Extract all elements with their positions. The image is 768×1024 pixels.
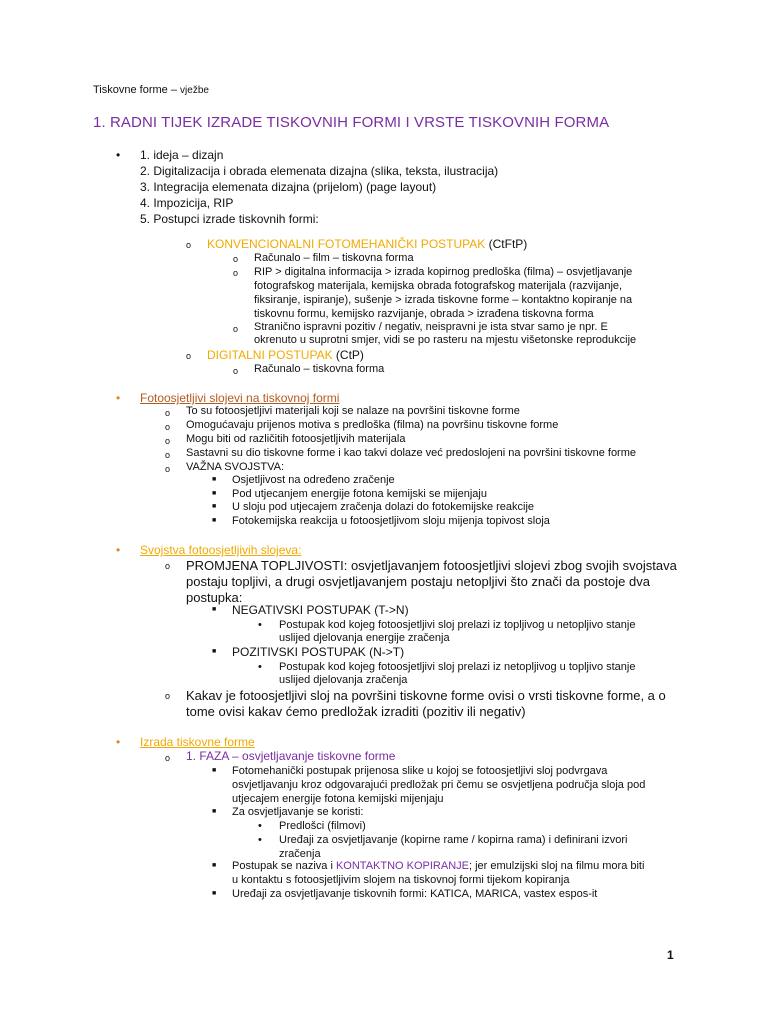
circle-bullet: o	[186, 240, 192, 250]
phase-item	[232, 860, 644, 872]
section2-item: Omogućavaju prijenos motiva s predloška (filma) na površinu tiskovne forme	[186, 419, 559, 431]
conventional-title: KONVENCIONALNI FOTOMEHANIČKI POSTUPAK	[207, 237, 486, 251]
negative-process-desc-cont: uslijed djelovanja energije zračenja	[279, 632, 450, 644]
square-bullet: ■	[212, 517, 217, 524]
square-bullet: ■	[212, 862, 217, 869]
document-header	[93, 84, 209, 96]
layer-dependency-para: Kakav je fotoosjetljivi sloj na površini tiskovne forme ovisi o vrsti tiskovne forme, a o	[186, 688, 666, 703]
property-item: Osjetljivost na određeno zračenje	[232, 474, 395, 486]
square-bullet: ■	[212, 503, 217, 510]
bullet-dot: •	[116, 735, 121, 749]
square-bullet: ■	[212, 648, 217, 655]
bullet-dot: •	[116, 148, 121, 162]
negative-process-desc: Postupak kod kojeg fotoosjetljivi sloj prelazi iz topljivog u netopljivo stanje	[279, 619, 636, 631]
step-5: 5. Postupci izrade tiskovnih formi:	[140, 212, 319, 226]
conventional-item: Računalo – film – tiskovna forma	[254, 252, 414, 264]
circle-bullet: o	[165, 561, 171, 571]
bullet-dot: •	[258, 834, 262, 846]
header-subtitle: vježbe	[180, 85, 209, 96]
contact-copying-term: KONTAKTNO KOPIRANJE	[335, 860, 469, 872]
circle-bullet: o	[186, 351, 192, 361]
section2-item: VAŽNA SVOJSTVA:	[186, 461, 285, 473]
square-bullet: ■	[212, 476, 217, 483]
circle-bullet: o	[233, 268, 239, 278]
circle-bullet: o	[233, 254, 239, 264]
square-bullet: ■	[212, 490, 217, 497]
digital-heading	[207, 348, 364, 362]
negative-process-title: NEGATIVSKI POSTUPAK (T->N)	[232, 603, 409, 617]
positive-process-desc-cont: uslijed djelovanja zračenja	[279, 674, 408, 686]
bullet-dot: •	[116, 391, 121, 405]
property-item: Pod utjecanjem energije fotona kemijski se mijenjaju	[232, 488, 487, 500]
bullet-dot: •	[116, 543, 121, 557]
section2-item: Mogu biti od različitih fotoosjetljivih materijala	[186, 433, 406, 445]
solubility-para-cont: postupka:	[186, 590, 243, 605]
phase-item-part: Postupak se naziva i	[232, 860, 336, 872]
step-3: 3. Integracija elemenata dizajna (prijelom) (page layout)	[140, 180, 437, 194]
positive-process-desc: Postupak kod kojeg fotoosjetljivi sloj prelazi iz netopljivog u topljivo stanje	[279, 661, 636, 673]
phase-subitem: Predlošci (filmovi)	[279, 820, 366, 832]
circle-bullet: o	[165, 691, 171, 701]
property-item: U sloju pod utjecajem zračenja dolazi do fotokemijske reakcije	[232, 501, 535, 513]
conventional-item: RIP > digitalna informacija > izrada kopirnog predloška (filma) – osvjetljavanje	[254, 266, 633, 278]
square-bullet: ■	[212, 890, 217, 897]
conventional-heading	[207, 237, 527, 251]
circle-bullet: o	[165, 450, 171, 460]
square-bullet: ■	[212, 606, 217, 613]
step-1: 1. ideja – dizajn	[140, 148, 224, 162]
square-bullet: ■	[212, 767, 217, 774]
step-4: 4. Impozicija, RIP	[140, 196, 234, 210]
section2-item: To su fotoosjetljivi materijali koji se nalaze na površini tiskovne forme	[186, 405, 520, 417]
section4-title: Izrada tiskovne forme	[140, 735, 255, 749]
phase-item-cont: u kontaktu s fotoosjetljivim slojem na tiskovnoj formi tijekom kopiranja	[232, 874, 570, 886]
bullet-dot: •	[258, 661, 262, 673]
bullet-dot: •	[258, 619, 262, 631]
solubility-para-cont: postaju topljivi, a drugi osvjetljavanjem postaju netopljivi što znači da postoje dva	[186, 574, 650, 589]
conventional-abbr: (CtFtP)	[488, 237, 528, 251]
digital-abbr: (CtP)	[335, 348, 364, 362]
phase-item-part: ; jer emulzijski sloj na filmu mora biti	[469, 860, 645, 872]
circle-bullet: o	[233, 324, 239, 334]
phase-item-cont: utjecajem energije fotona kemijski mijenjaju	[232, 793, 444, 805]
conventional-item: Stranično ispravni pozitiv / negativ, neispravni je ista stvar samo je npr. E	[254, 321, 608, 333]
circle-bullet: o	[165, 753, 171, 763]
circle-bullet: o	[233, 366, 239, 376]
step-2: 2. Digitalizacija i obrada elemenata dizajna (slika, teksta, ilustracija)	[140, 164, 499, 178]
square-bullet: ■	[212, 808, 217, 815]
section2-title: Fotoosjetljivi slojevi na tiskovnoj formi	[140, 391, 340, 405]
phase-subitem: Uređaji za osvjetljavanje (kopirne rame / kopirna rama) i definirani izvori	[279, 834, 628, 846]
digital-title: DIGITALNI POSTUPAK	[207, 348, 333, 362]
circle-bullet: o	[165, 464, 171, 474]
header-title: Tiskovne forme –	[93, 84, 177, 96]
conventional-item-cont: tiskovnu formu, kemijsko razvijanje, obrada > izrađena tiskovna forma	[254, 308, 594, 320]
digital-item: Računalo – tiskovna forma	[254, 363, 385, 375]
phase-item: Fotomehanički postupak prijenosa slike u kojoj se fotoosjetljivi sloj podvrgava	[232, 765, 608, 777]
phase-item-cont: osvjetljavanju kroz odgovarajući predložak pri čemu se osvjetljena područja sloja pod	[232, 779, 646, 791]
phase-title: 1. FAZA – osvjetljavanje tiskovne forme	[186, 749, 396, 763]
layer-dependency-para-cont: tome ovisi kakav ćemo predložak izraditi (pozitiv ili negativ)	[186, 704, 526, 719]
page-number: 1	[667, 948, 674, 962]
phase-item: Za osvjetljavanje se koristi:	[232, 806, 364, 818]
circle-bullet: o	[165, 408, 171, 418]
circle-bullet: o	[165, 436, 171, 446]
bullet-dot: •	[258, 820, 262, 832]
section3-title: Svojstva fotoosjetljivih slojeva:	[140, 543, 302, 557]
conventional-item-cont: fotografskog materijala, kemijska obrada fotografskog materijala (razvijanje,	[254, 280, 623, 292]
section2-item: Sastavni su dio tiskovne forme i kao takvi dolaze već predoslojeni na površini tiskovne forme	[186, 447, 637, 459]
phase-subitem-cont: zračenja	[279, 848, 321, 860]
phase-item: Uređaji za osvjetljavanje tiskovnih formi: KATICA, MARICA, vastex espos-it	[232, 888, 598, 900]
conventional-item-cont: fiksiranje, ispiranje), sušenje > izrada tiskovne forme – kontaktno kopiranje na	[254, 294, 633, 306]
section-heading: 1. RADNI TIJEK IZRADE TISKOVNIH FORMI I VRSTE TISKOVNIH FORMA	[93, 114, 610, 131]
circle-bullet: o	[165, 422, 171, 432]
solubility-para: PROMJENA TOPLJIVOSTI: osvjetljavanjem fotoosjetljivi slojevi zbog svojih svojstava	[186, 558, 677, 573]
positive-process-title: POZITIVSKI POSTUPAK (N->T)	[232, 645, 405, 659]
property-item: Fotokemijska reakcija u fotoosjetljivom sloju mijenja topivost sloja	[232, 515, 550, 527]
conventional-item-cont: okrenuto u suprotni smjer, vidi se po rasteru na mjestu višetonske reprodukcije	[254, 334, 637, 346]
